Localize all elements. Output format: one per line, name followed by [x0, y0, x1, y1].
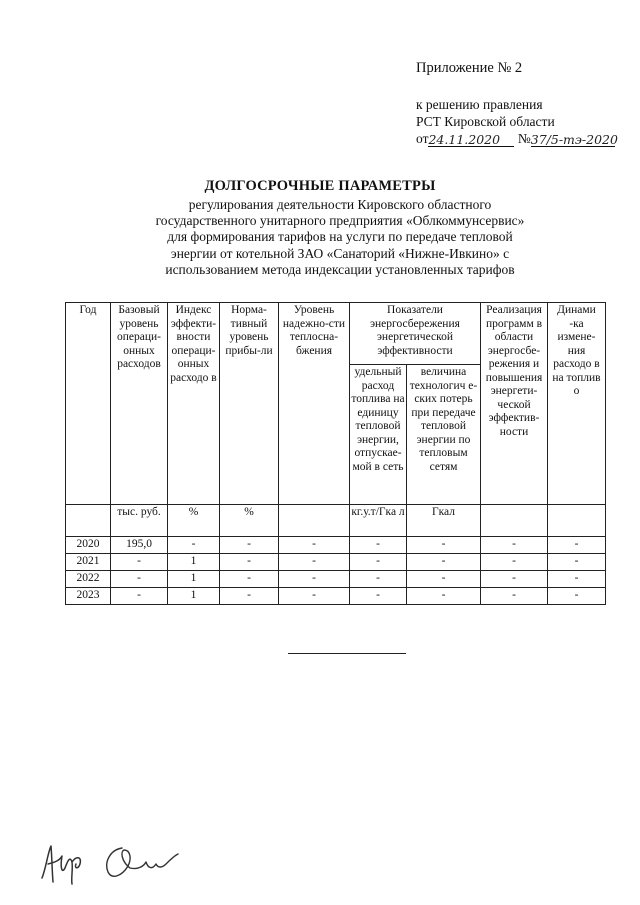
header-dynamics: Динами -ка измене-ния расходо в на топлив о [548, 303, 606, 505]
cell-dynamics: - [548, 571, 606, 588]
unit-year [66, 505, 111, 537]
cell-losses: - [407, 588, 481, 605]
cell-fuel: - [350, 571, 407, 588]
header-base-level: Базовый уровень операци-онных расходов [111, 303, 168, 505]
unit-efficiency-index: % [168, 505, 220, 537]
header-efficiency-index: Индекс эффекти-вности операци-онных расходо в [168, 303, 220, 505]
cell-profit: - [220, 571, 279, 588]
subtitle-line: использованием метода индексации установленных тарифов [165, 261, 515, 277]
number-prefix: № [517, 131, 531, 146]
cell-profit: - [220, 588, 279, 605]
cell-reliability: - [279, 537, 350, 554]
cell-losses: - [407, 571, 481, 588]
cell-profit: - [220, 554, 279, 571]
header-profit-level: Норма-тивный уровень прибы-ли [220, 303, 279, 505]
subtitle-line: регулирования деятельности Кировского областного [188, 197, 492, 212]
header-energy-saving-group: Показатели энергосбережения энергетической эффективности [350, 303, 481, 365]
cell-base: - [111, 571, 168, 588]
header-reliability: Уровень надежно-сти теплосна-бжения [279, 303, 350, 505]
document-subtitle [120, 197, 560, 278]
parameters-table [65, 302, 606, 605]
cell-reliability: - [279, 588, 350, 605]
cell-base: - [111, 588, 168, 605]
handwritten-signature-2 [100, 840, 180, 884]
header-tech-losses: величина технологич е-ских потерь при передаче тепловой энергии по тепловым сетям [407, 365, 481, 505]
closing-rule [288, 653, 406, 654]
cell-losses: - [407, 554, 481, 571]
decision-line-1: к решению правления [416, 97, 543, 112]
subtitle-line: для формирования тарифов на услуги по передаче тепловой [167, 229, 513, 245]
header-specific-fuel: удельный расход топлива на единицу тепловой энергии, отпускае-мой в сеть [350, 365, 407, 505]
cell-dynamics: - [548, 537, 606, 554]
cell-year: 2023 [66, 588, 111, 605]
subtitle-line: государственного унитарного предприятия «Облкоммунсервис» [155, 213, 525, 229]
decision-line-2: РСТ Кировской области [416, 114, 555, 129]
cell-dynamics: - [548, 554, 606, 571]
handwritten-signature-1 [38, 838, 90, 886]
header-year: Год [66, 303, 111, 505]
unit-specific-fuel: кг.у.т/Гка л [350, 505, 407, 537]
cell-programs: - [481, 554, 548, 571]
cell-index: - [168, 537, 220, 554]
unit-programs [481, 505, 548, 537]
cell-index: 1 [168, 571, 220, 588]
unit-profit-level: % [220, 505, 279, 537]
cell-index: 1 [168, 554, 220, 571]
cell-programs: - [481, 571, 548, 588]
document-title: ДОЛГОСРОЧНЫЕ ПАРАМЕТРЫ [204, 178, 436, 194]
cell-profit: - [220, 537, 279, 554]
cell-programs: - [481, 588, 548, 605]
table-row [66, 571, 606, 588]
handwritten-number: 37/5-тэ-2020 [530, 132, 618, 147]
header-programs: Реализация программ в области энергосбе-режения и повышения энергети-ческой эффектив-ности [481, 303, 548, 505]
cell-reliability: - [279, 571, 350, 588]
table-row [66, 554, 606, 571]
cell-base: - [111, 554, 168, 571]
unit-base-level: тыс. руб. [111, 505, 168, 537]
table-row [66, 588, 606, 605]
cell-index: 1 [168, 588, 220, 605]
cell-dynamics: - [548, 588, 606, 605]
subtitle-line: энергии от котельной ЗАО «Санаторий «Нижне-Ивкино» с [170, 245, 510, 261]
cell-year: 2021 [66, 554, 111, 571]
unit-reliability [279, 505, 350, 537]
unit-dynamics [548, 505, 606, 537]
annex-label: Приложение № 2 [416, 60, 523, 76]
cell-programs: - [481, 537, 548, 554]
date-prefix: от [416, 131, 429, 146]
cell-fuel: - [350, 537, 407, 554]
handwritten-date: 24.11.2020 [428, 131, 514, 147]
decision-reference [416, 96, 618, 147]
cell-reliability: - [279, 554, 350, 571]
decision-date-number-line [416, 130, 618, 147]
cell-fuel: - [350, 554, 407, 571]
cell-losses: - [407, 537, 481, 554]
cell-year: 2022 [66, 571, 111, 588]
unit-tech-losses: Гкал [407, 505, 481, 537]
table-row [66, 537, 606, 554]
cell-year: 2020 [66, 537, 111, 554]
cell-fuel: - [350, 588, 407, 605]
cell-base: 195,0 [111, 537, 168, 554]
